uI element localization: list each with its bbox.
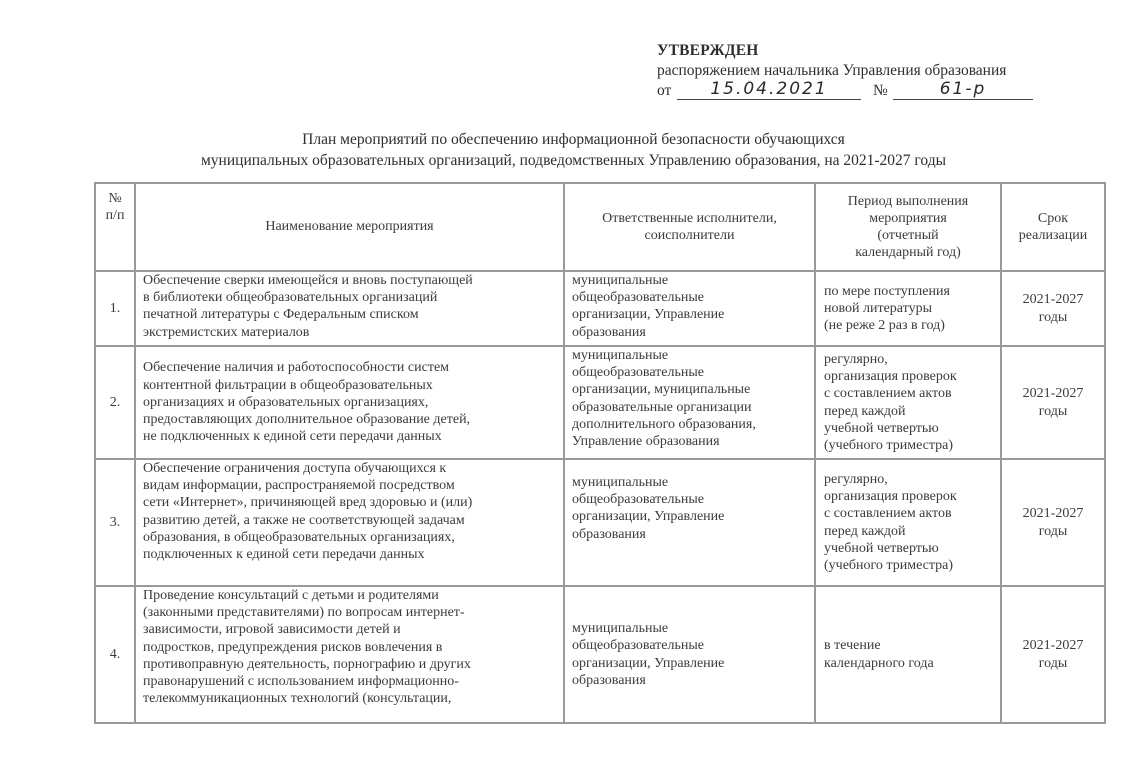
row-name: Обеспечение сверки имеющейся и вновь поступающей в библиотеки общеобразовательных организаций печатной литературы с Федеральным списком экстремистских материалов [135,271,564,346]
row-name: Проведение консультаций с детьми и родителями (законными представителями) по вопросам интернет- зависимости, игровой зависимости детей и подростков, предупреждения рисков вовлечения в противоправную деятельность, порнографию и других правонарушений с использованием информационно- телекоммуникационных технологий (консультации, [135,586,564,723]
approval-basis: распоряжением начальника Управления образования [657,62,1007,79]
row-num: 3. [95,459,135,586]
row-responsible: муниципальные общеобразовательные организации, муниципальные образовательные организации дополнительного образования, Управление образования [564,346,815,459]
title-line-2: муниципальных образовательных организаций, подведомственных Управлению образования, на 2021-2027 годы [201,152,946,169]
row-term: 2021-2027 годы [1001,586,1105,723]
row-term: 2021-2027 годы [1001,346,1105,459]
row-period: по мере поступления новой литературы (не реже 2 раз в год) [815,271,1001,346]
header-name: Наименование мероприятия [135,183,564,271]
table-row [95,459,1105,586]
row-term: 2021-2027 годы [1001,271,1105,346]
date-label: от [657,82,672,99]
approval-number: 61-р [893,81,1033,100]
row-responsible: муниципальные общеобразовательные организации, Управление образования [564,459,815,586]
plan-table [94,182,1106,724]
number-label: № [873,82,888,99]
table-header-row [95,183,1105,271]
row-name: Обеспечение ограничения доступа обучающихся к видам информации, распространяемой посредством сети «Интернет», причиняющей вред здоровью и (или) развитию детей, а также не соответствующей задачам образования, в общеобразовательных организациях, подключенных к единой сети передачи данных [135,459,564,586]
approval-block [657,41,1006,103]
approval-stamp: УТВЕРЖДЕН [657,42,759,59]
row-period: в течение календарного года [815,586,1001,723]
row-period: регулярно, организация проверок с составлением актов перед каждой учебной четвертью (учебного триместра) [815,346,1001,459]
header-num: № п/п [95,183,135,271]
row-term: 2021-2027 годы [1001,459,1105,586]
title-line-1: План мероприятий по обеспечению информационной безопасности обучающихся [302,131,845,148]
row-period: регулярно, организация проверок с составлением актов перед каждой учебной четвертью (учебного триместра) [815,459,1001,586]
row-num: 1. [95,271,135,346]
table-row [95,586,1105,723]
row-num: 2. [95,346,135,459]
row-name: Обеспечение наличия и работоспособности систем контентной фильтрации в общеобразовательных организациях и образовательных организациях, предоставляющих дополнительное образование детей, не подключенных к единой сети передачи данных [135,346,564,459]
table-row [95,271,1105,346]
header-period: Период выполнения мероприятия (отчетный календарный год) [815,183,1001,271]
header-term: Срок реализации [1001,183,1105,271]
approval-date-line [657,81,1006,103]
row-responsible: муниципальные общеобразовательные организации, Управление образования [564,586,815,723]
row-num: 4. [95,586,135,723]
approval-date: 15.04.2021 [677,81,861,100]
row-responsible: муниципальные общеобразовательные организации, Управление образования [564,271,815,346]
table-row [95,346,1105,459]
document-title [0,129,1147,171]
header-responsible: Ответственные исполнители, соисполнители [564,183,815,271]
